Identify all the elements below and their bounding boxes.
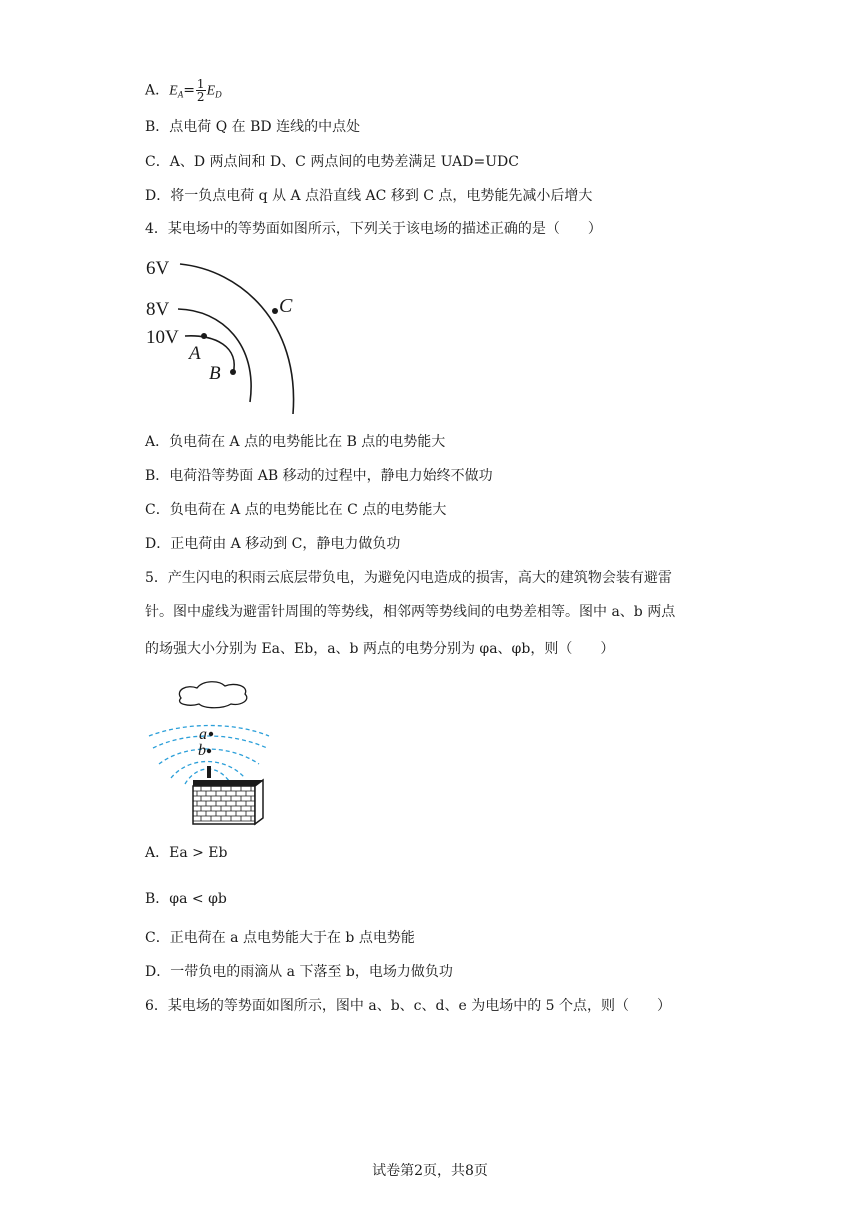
q5-option-b: B．φa < φb (145, 891, 227, 907)
equals-sign: = (183, 82, 195, 99)
fraction-numerator: 1 (196, 77, 205, 91)
option-prefix: A． (145, 82, 170, 99)
q4-option-d: D．正电荷由 A 移动到 C，静电力做负功 (145, 536, 401, 552)
q4-option-a: A．负电荷在 A 点的电势能比在 B 点的电势能大 (145, 434, 446, 450)
label-point-a: a (199, 726, 207, 743)
ed-subscript: D (215, 89, 222, 100)
point-a-dot (201, 333, 207, 339)
q5-stem-line-2: 针。图中虚线为避雷针周围的等势线，相邻两等势线间的电势差相等。图中 a、b 两点 (145, 604, 676, 620)
label-b: B (209, 363, 221, 384)
ea-symbol: E (169, 83, 178, 99)
cloud-icon (179, 682, 246, 708)
q3-option-d: D．将一负点电荷 q 从 A 点沿直线 AC 移到 C 点，电势能先减小后增大 (145, 188, 593, 204)
label-6v: 6V (146, 258, 170, 279)
q5-lightning-rod-figure (145, 676, 275, 828)
q4-equipotential-figure (140, 252, 310, 418)
lightning-rod (207, 766, 211, 778)
page-footer: 试卷第2页，共8页 (372, 1163, 488, 1179)
label-a: A (189, 343, 201, 364)
ea-subscript: A (177, 89, 184, 100)
q3-option-b: B．点电荷 Q 在 BD 连线的中点处 (145, 119, 361, 135)
q5-option-d: D．一带负电的雨滴从 a 下落至 b，电场力做负功 (145, 964, 453, 980)
q5-stem-line-1: 5．产生闪电的积雨云底层带负电，为避免闪电造成的损害，高大的建筑物会装有避雷 (145, 570, 672, 586)
building-icon (193, 780, 263, 824)
label-8v: 8V (146, 299, 170, 320)
label-c: C (279, 295, 293, 317)
q4-stem: 4．某电场中的等势面如图所示，下列关于该电场的描述正确的是（ ） (145, 221, 602, 237)
point-a-dot (209, 732, 213, 736)
ed-symbol: E (206, 83, 216, 99)
q6-stem: 6．某电场的等势面如图所示，图中 a、b、c、d、e 为电场中的 5 个点，则（ ） (145, 998, 672, 1014)
point-b-dot (207, 749, 211, 753)
point-c-dot (272, 308, 278, 314)
label-point-b: b (198, 742, 206, 759)
q3-option-c: C．A、D 两点间和 D、C 两点间的电势差满足 UAD=UDC (145, 154, 519, 170)
q5-option-a: A．Ea > Eb (145, 845, 228, 861)
q4-option-c: C．负电荷在 A 点的电势能比在 C 点的电势能大 (145, 502, 447, 518)
one-half-fraction (196, 78, 206, 103)
fraction-denominator: 2 (196, 90, 205, 104)
point-b-dot (230, 369, 236, 375)
label-10v: 10V (146, 327, 179, 348)
q5-stem-line-3: 的场强大小分别为 Ea、Eb，a、b 两点的电势分别为 φa、φb，则（ ） (145, 641, 615, 657)
q3-option-a (145, 78, 222, 105)
q5-option-c: C．正电荷在 a 点电势能大于在 b 点电势能 (145, 930, 415, 946)
q4-option-b: B．电荷沿等势面 AB 移动的过程中，静电力始终不做功 (145, 468, 493, 484)
